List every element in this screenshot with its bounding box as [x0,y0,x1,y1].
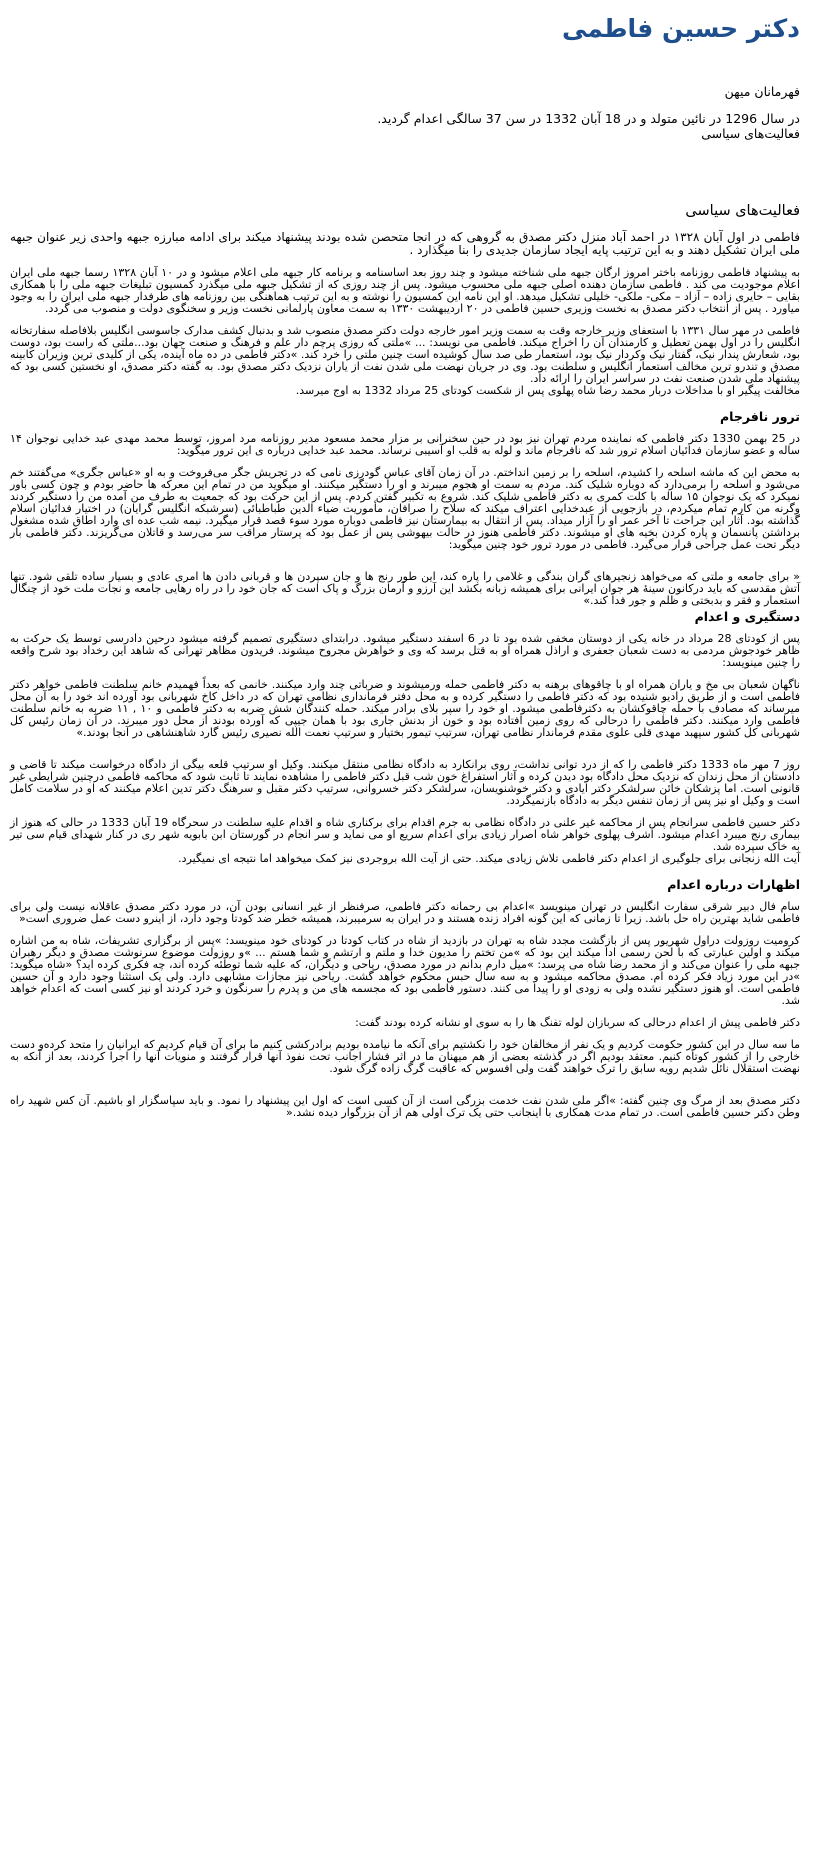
paragraph: مخالفت پیگیر او با مداخلات دربار محمد رضا شاه پهلوی پس از شکست کودتای 25 مرداد 1332 به اوج میرسد. [295,384,800,397]
page-title: دکتر حسین فاطمی [561,14,800,43]
paragraph: روز 7 مهر ماه 1333 دکتر فاطمی را که از درد توانی نداشت، روی برانکارد به دادگاه نظامی منتقل میکنند. وکیل او سرتیپ قلعه بیگی از دادگاه درخواست میکند تا قاضی و دادستان از محل زندان که نزدیک محل دادگاه بود دیدن کرده و آثار استفراغ خون شب قبل دکتر فاطمی را مشاهده نمایند تا ثابت شود که محاکمه فاطمی درچنین شرایطی غیر قانونی است. اما پزشکان خائن سرلشکر دکتر ایادی و دکتر خوشنویسان، سرلشکر دکتر خسروانی، سرتیپ دکتر مقبل و سرهنگ دکتر تدین اعلام میکنند که او در سلامت کامل است و وکیل او نیز پس از زمان تنفس دیگر به دادگاه بازنمیگردد. [10,758,800,807]
paragraph: در 25 بهمن 1330 دکتر فاطمی که نماینده مردم تهران نیز بود در حین سخنرانی بر مزار محمد مسعود مدیر روزنامه مرد امروز، توسط محمد مهدی عبد خدایی نوجوان ۱۴ ساله و عضو سازمان فدائیان اسلام ترور شد که نافرجام ماند و لوله به قلب او آسیبی نرساند. محمد عبد خدایی درباره ی این ترور میگوید: [10,432,800,457]
paragraph: دکتر فاطمی پیش از اعدام درحالی که سربازان لوله تفنگ ها را به سوی او نشانه کرده بودند گفت: [355,1016,800,1029]
section-heading-politics: فعالیت‌های سیاسی [685,203,800,219]
section-politics [10,201,800,397]
section-heading-statements: اظهارات درباره اعدام [667,877,800,892]
paragraph: پس از کودتای 28 مرداد در خانه یکی از دوستان مخفی شده بود تا در 6 اسفند دستگیر میشود. درابتدای دستگیری تصمیم گرفته میشود درحین دادرسی توسط یک حرکت به ظاهر خودجوش مردمی به دست شعبان جعفری و اراذل همراه او به قتل برسد که وی و خواهرش مجروح میشوند. فریدون مظاهر تهرانی که شاهد این رخداد بود شرح واقعه را چنین مینویسد: [10,632,800,669]
section-arrest [10,609,800,865]
intro-activities-label: فعالیت‌های سیاسی [701,126,800,141]
paragraph: کرومیت روزولت دراول شهریور پس از بازگشت مجدد شاه به تهران در بازدید از شاه در کتاب کودتا در کودتای خود مینویسد: »پس از برگزاری تشریفات، شاه به من اشاره میکند و اولین عبارتی که با لحن رسمی ادا میکند این بود که »من تختم را مدیون خدا و ملتم و ارتشم و شما هستم ... »و روزولت موضوع سرنوشت مصدق و دیگر رهبران جبهه ملی را عنوان می‌کند و از محمد رضا شاه می پرسد: »میل دارم بدانم در مورد مصدق، ریاحی و دیگران، که علیه شما توطئه کرده اند، چه فکری کرده اید؟ «شاه میگوید: »در این مورد زیاد فکر کرده ام. مصدق محاکمه میشود و به سه سال حبس محکوم خواهد گشت. ریاحی نیز مجازات مشابهی دارد. ولی یک استثنا وجود دارد و آن حسین فاطمی است. او هنوز دستگیر نشده ولی به زودی او را پیدا می کنند. دستور فاطمی بود که مجسمه های من و پدرم را سرنگون و خرد کردند او نیز کسی است که اعدام خواهد شد. [10,934,800,1007]
paragraph: ما سه سال در این کشور حکومت کردیم و یک نفر از مخالفان خود را نکشتیم برای آنکه ما نیامده بودیم برادرکشی کنیم ما برای آن قیام کردیم که ایرانیان را متحد کرده‌و دست خارجی را از کشور کوتاه کنیم. معتقد بودیم اگر در گذشته بعضی از هم میهنان ما در اثر فشار اجانب تحت نفوذ آنها قرار گرفتند و منویات آنها را اجرا کردند، بعد از آنکه به نهضت استقلال نائل شدیم رویه سابق را ترک خواهند گفت ولی افسوس که عاقبت گرگ زاده گرگ شود. [10,1038,800,1075]
section-heading-arrest: دستگیری و اعدام [694,609,800,624]
section-assassination [10,409,800,607]
paragraph: سام فال دبیر شرقی سفارت انگلیس در تهران مینویسد »اعدام بی رحمانه دکتر فاطمی، صرفنظر از غیر انسانی بودن آن، در مورد دکتر مصدق عاقلانه نیست ولی برای فاطمی شاید بهترین راه حل باشد. زیرا تا زمانی که این گونه افراد زنده هستند و در ایران به سرمیبرند، همیشه خطر ضد کودتا وجود دارد، از اینرو دست عمل ضروری است« [10,900,800,925]
intro-block [10,84,800,141]
paragraph: دکتر مصدق بعد از مرگ وی چنین گفته: »اگر ملی شدن نفت خدمت بزرگی است از آن کسی است که اول این پیشنهاد را نمود. و باید سپاسگزار او باشیم. آن کس شهید راه وطن دکتر حسین فاطمی است. در تمام مدت همکاری با اینجانب حتی یک ترک اولی هم از آن بزرگوار دیده نشد.« [10,1094,800,1119]
paragraph: ناگهان شعبان بی مخ و یاران همراه او با چاقوهای برهنه به دکتر فاطمی حمله ورمیشوند و ضرباتی چند وارد میکنند. خانمی که بعداً فهمیدم خانم سلطنت فاطمی خواهر دکتر فاطمی است و از طریق رادیو شنیده بود که دکتر فاطمی را دستگیر کرده و به محل دفتر فرمانداری نظامی تهران که در داخل کاخ شهربانی بود آورده اند خود را به آن محل میرساند که مصادف با حمله چاقوکشان به دکترفاطمی میشود. او خود را سپر بلای برادر میکند. حمله کنندگان شش ضربه به دکتر فاطمی و ۱۰ , ۱۱ ضربه به خانم سلطنت فاطمی وارد میکنند. دکتر فاطمی را درحالی که روی زمین افتاده بود و خون از بدنش جاری بود با همان جیپی که آورده بودند از محل دور میبرند. در آن زمان رئیس کل شهربانی کل کشور سپهبد مهدی قلی علوی مقدم فرماندار نظامی تهران، سرتیپ تیمور بختیار و سرتیپ نعمت الله نصیری رئیس گارد شاهنشاهی در آنجا بودند.» [10,678,800,739]
quote-paragraph: « برای جامعه و ملتی که می‌خواهد زنجیرهای گران بندگی و غلامی را پاره کند، این طور رنج ها و جان سپردن ها و قربانی دادن ها امری عادی و بسیار ساده تلقی شود. تنها آتش مقدسی که باید درکانون سینهٔ هر جوان ایرانی برای همیشه زبانه بکشد این آرزو و آرمان بزرگ و پاک است که جان خود را در راه رهایی جامعه و نجات ملت خود از چنگال استعمار و فقر و بدبختی و ظلم و جور فدا کند.» [10,570,800,607]
intro-spacer [10,99,800,111]
paragraph: فاطمی در اول آبان ۱۳۲۸ در احمد آباد منزل دکتر مصدق به گروهی که در انجا متحصن شده بودند پیشنهاد میکند برای ادامه مبارزه جبهه واحدی زیر عنوان جبهه ملی ایران تشکیل دهند و به این ترتیب پایه ایجاد سازمان جدیدی را بنا میگذارد . [10,230,800,257]
intro-birth-death: در سال 1296 در نائین متولد و در 18 آبان 1332 در سن 37 سالگی اعدام گردید. [377,111,800,126]
paragraph: فاطمی در مهر سال ۱۳۳۱ با استعفای وزیر خارجه وقت به سمت وزیر امور خارجه دولت دکتر مصدق منصوب شد و بدنبال کشف مدارک جاسوسی انگلیس بلافاصله سفارتخانه انگلیس را در اول بهمن تعطیل و کارمندان آن را اخراج میکند. فاطمی می نویسد: ... »ملتی که روزی پرچم دار علم و فرهنگ و صنعت جهان بود...ملتی که راست بود، دوست بود، شعارش پندار نیک، گفتار نیک وکردار نیک بود، استعمار طی صد سال کوشیده است چنین ملتی را خرد کند. »دکتر فاطمی در ده ماه آینده، یکی از کلیدی ترین وزیران کابینه مصدق و تندرو ترین مخالف استعمار انگلیس و سلطنت بود. وی در جریان نهضت ملی شدن نفت از یاران نزدیک دکتر مصدق بود. به گفته دکتر مصدق، او نخستین کسی بود که پیشنهاد ملی شدن صنعت نفت در سراسر ایران را ارائه داد. [10,324,801,385]
paragraph: به محض این که ماشه اسلحه را کشیدم، اسلحه را بر زمین انداختم. در آن زمان آقای عباس گودرزی نامی که در تجریش جگر می‌فروخت و به او «عباس جگری» می‌گفتند خم می‌شود و اسلحه را برمی‌دارد که دوباره شلیک کند. مردم به سمت او هجوم میبرند و او را دستگیر میکنند. او میگوید من در تمام این معرکه ها حاضر بودم و چون کسی باور نمیکرد که یک نوجوان ۱۵ ساله با کلت کمری به دکتر فاطمی شلیک کند. شروع به تکبیر گفتن کردم. پس از این حرکت بود که جمعیت به طرف من آمده من را دستگیر کردند وگرنه من کارم تمام میکردم، در بازجویی از عبدخدایی اعتراف میکند که سلاح را صرافان، مأموریت ضیاء الدین طباطبائی (سرشبکه انگلیس گرایان) در اختیار فدائیان اسلام گذاشته بود. آثار این جراحت تا آخر عمر او را آزار میداد. پس از انتقال به بیمارستان نیز فاطمی دوباره مورد سوء قصد قرار میگیرد. نیمه شب عده ای وارد اطاق شده مشغول برداشتن پانسمان و پاره کردن بخیه های او میشوند. دکتر فاطمی هنوز در حالت بیهوشی پس از عمل بود که پرستار مراقب سر می‌رسد و قاتلان می‌گریزند. دکتر فاطمی بار دیگر تحت عمل جراحی قرار می‌گیرد. فاطمی در مورد ترور خود چنین میگوید: [10,466,800,551]
paragraph: دکتر حسین فاطمی سرانجام پس از محاکمه غیر علنی در دادگاه نظامی به جرم اقدام برای برکناری شاه و اقدام علیه سلطنت در سحرگاه 19 آبان 1333 در حالی که هنوز از بیماری رنج میبرد اعدام میشود. اشرف پهلوی خواهر شاه اصرار زیادی برای اعدام سریع او می نماید و سر انجام در گورستان ابن بابویه شهر ری در کنار شهدای قیام سی تیر به خاک سپرده شد. [10,816,801,853]
intro-tagline: فهرمانان میهن [724,84,800,99]
paragraph: آیت الله زنجانی برای جلوگیری از اعدام دکتر فاطمی تلاش زیادی میکند. حتی از آیت الله بروجردی نیز کمک میخواهد اما نتیجه ای نمیگیرد. [178,852,800,865]
paragraph: به پیشنهاد فاطمی روزنامه باختر امروز ارگان جبهه ملی شناخته میشود و چند روز بعد اساسنامه و برنامه کار جبهه ملی اعلام میشود و در ۱۰ آبان ۱۳۲۸ رسما جبهه ملی ایران اعلام موجودیت می کند . فاطمی سازمان دهنده اصلی جبهه ملی محسوب میشود. پس از چند روزی که از تشکیل جبهه ملی میگذرد کمسیون تبلیغات جبهه ملی را با همکاری بقایی – حایری زاده – آزاد – مکی- ملکی- خلیلی تشکیل میدهد. او این نامه این کمسیون را نوشته و به این ترتیب هماهنگی بین روزنامه های طرفدار جبهه ملی ایران را به وجود میاورد . پس از انتخاب دکتر مصدق به نخست وزیری حسین فاطمی در ۲۰ اردیبهشت ۱۳۳۰ به سمت معاون پارلمانی نخست وزیر و سخنگوی دولت و منصوب می گردد. [10,266,801,315]
section-heading-assassination: ترور نافرجام [720,409,800,424]
section-statements [10,877,800,1119]
